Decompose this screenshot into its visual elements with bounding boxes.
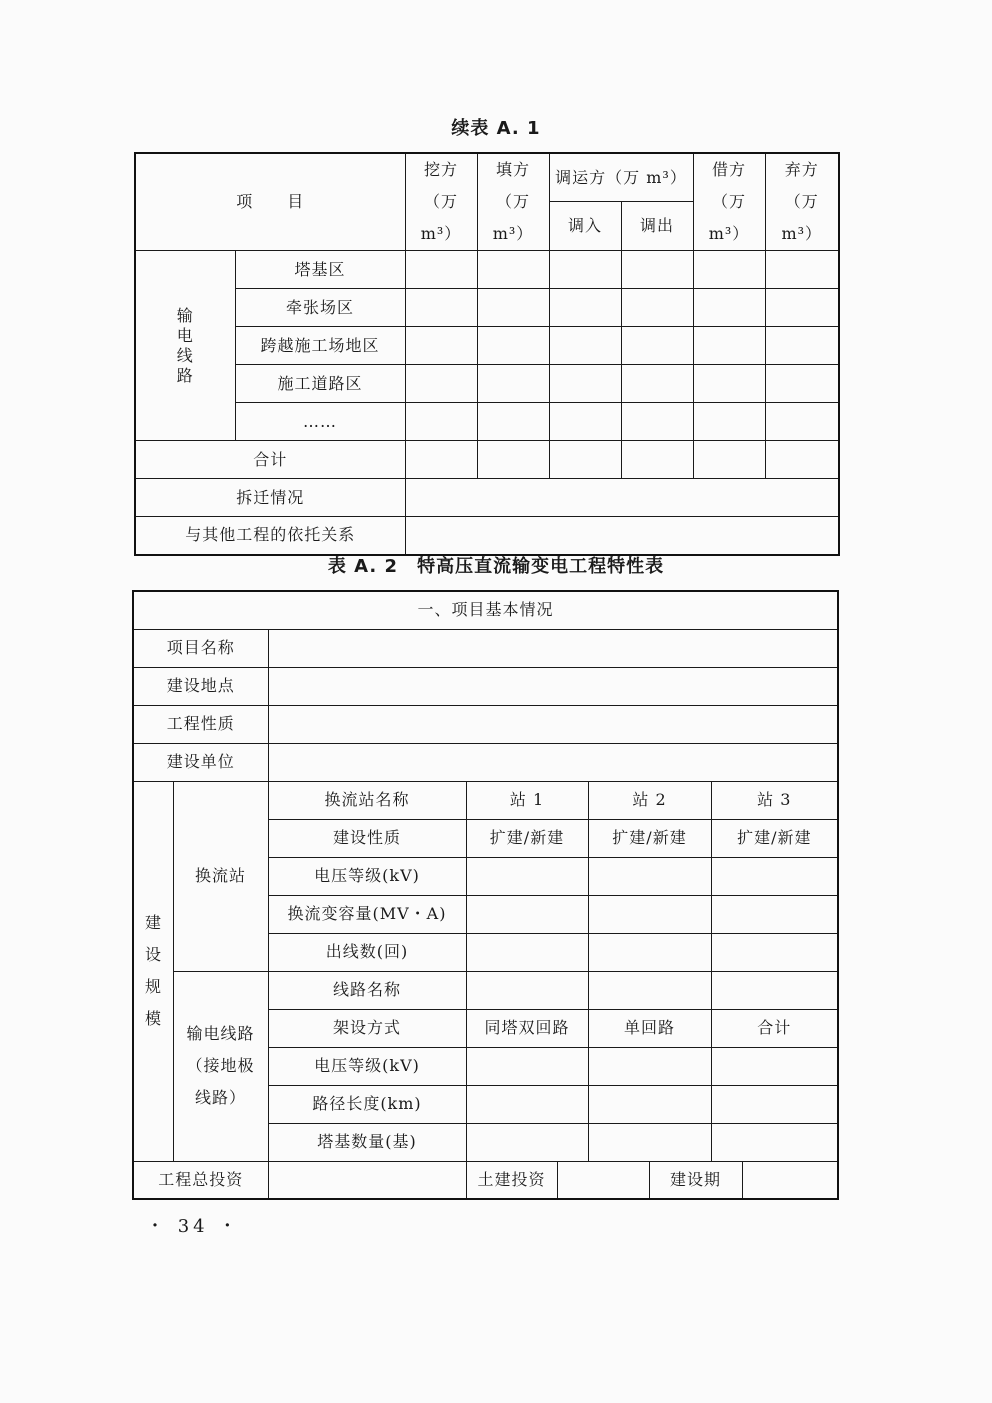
row-label-stringing-site: 牵张场区 — [235, 289, 405, 327]
label-converter-capacity: 换流变容量(MV・A) — [268, 895, 466, 933]
header-borrow-unit: （万 m³） — [708, 192, 750, 243]
header-borrow-label: 借方 — [712, 160, 747, 179]
station-1: 站 1 — [466, 781, 588, 819]
table-a2-caption: 表 A. 2 特高压直流输变电工程特性表 — [327, 556, 665, 577]
group-transmission-line: 输电线路 — [135, 251, 235, 441]
label-line-voltage: 电压等级(kV) — [268, 1047, 466, 1085]
row-label-construction-road: 施工道路区 — [235, 365, 405, 403]
table-a2 — [132, 590, 839, 1200]
header-transfer-in: 调入 — [549, 202, 621, 251]
row-label-demolition: 拆迁情况 — [135, 479, 405, 517]
label-erection: 架设方式 — [268, 1009, 466, 1047]
label-site: 建设地点 — [133, 667, 268, 705]
label-project-name: 项目名称 — [133, 629, 268, 667]
label-route-length: 路径长度(km) — [268, 1085, 466, 1123]
page-number: ・ 34 ・ — [146, 1216, 241, 1237]
table-a1 — [134, 152, 840, 556]
header-spoil-unit: （万 m³） — [781, 192, 823, 243]
row-label-crossing-site: 跨越施工场地区 — [235, 327, 405, 365]
label-project-nature: 工程性质 — [133, 705, 268, 743]
station-3-nature: 扩建/新建 — [711, 819, 838, 857]
header-borrow — [693, 153, 765, 251]
station-3: 站 3 — [711, 781, 838, 819]
header-dig-label: 挖方 — [424, 160, 459, 179]
header-item: 项 目 — [135, 153, 405, 251]
header-fill-label: 填方 — [496, 160, 531, 179]
group-transmission-line: 输电线路（接地极线路） — [173, 971, 268, 1161]
erect-double-circuit: 同塔双回路 — [466, 1009, 588, 1047]
label-total-investment: 工程总投资 — [133, 1161, 268, 1199]
header-dig-unit: （万 m³） — [420, 192, 462, 243]
header-spoil — [765, 153, 839, 251]
label-builder: 建设单位 — [133, 743, 268, 781]
group-construction-scale: 建设规模 — [133, 781, 173, 1161]
header-fill-unit: （万 m³） — [492, 192, 534, 243]
station-2-nature: 扩建/新建 — [588, 819, 711, 857]
label-tower-count: 塔基数量(基) — [268, 1123, 466, 1161]
erect-single-circuit: 单回路 — [588, 1009, 711, 1047]
label-station-name: 换流站名称 — [268, 781, 466, 819]
erect-total: 合计 — [711, 1009, 838, 1047]
label-civil-investment: 土建投资 — [466, 1161, 557, 1199]
header-fill — [477, 153, 549, 251]
header-transfer: 调运方（万 m³） — [549, 153, 693, 202]
header-spoil-label: 弃方 — [784, 160, 819, 179]
row-label-total: 合计 — [135, 441, 405, 479]
label-line-name: 线路名称 — [268, 971, 466, 1009]
station-2: 站 2 — [588, 781, 711, 819]
group-converter-station: 换流站 — [173, 781, 268, 971]
section-basic-info: 一、项目基本情况 — [133, 591, 838, 629]
row-label-ellipsis: …… — [235, 403, 405, 441]
label-outgoing-lines: 出线数(回) — [268, 933, 466, 971]
label-converter-voltage: 电压等级(kV) — [268, 857, 466, 895]
row-label-relation: 与其他工程的依托关系 — [135, 517, 405, 555]
row-label-tower-base: 塔基区 — [235, 251, 405, 289]
table-a1-caption: 续表 A. 1 — [451, 118, 541, 139]
header-dig — [405, 153, 477, 251]
label-build-nature: 建设性质 — [268, 819, 466, 857]
station-1-nature: 扩建/新建 — [466, 819, 588, 857]
header-transfer-out: 调出 — [621, 202, 693, 251]
label-construction-period: 建设期 — [649, 1161, 742, 1199]
